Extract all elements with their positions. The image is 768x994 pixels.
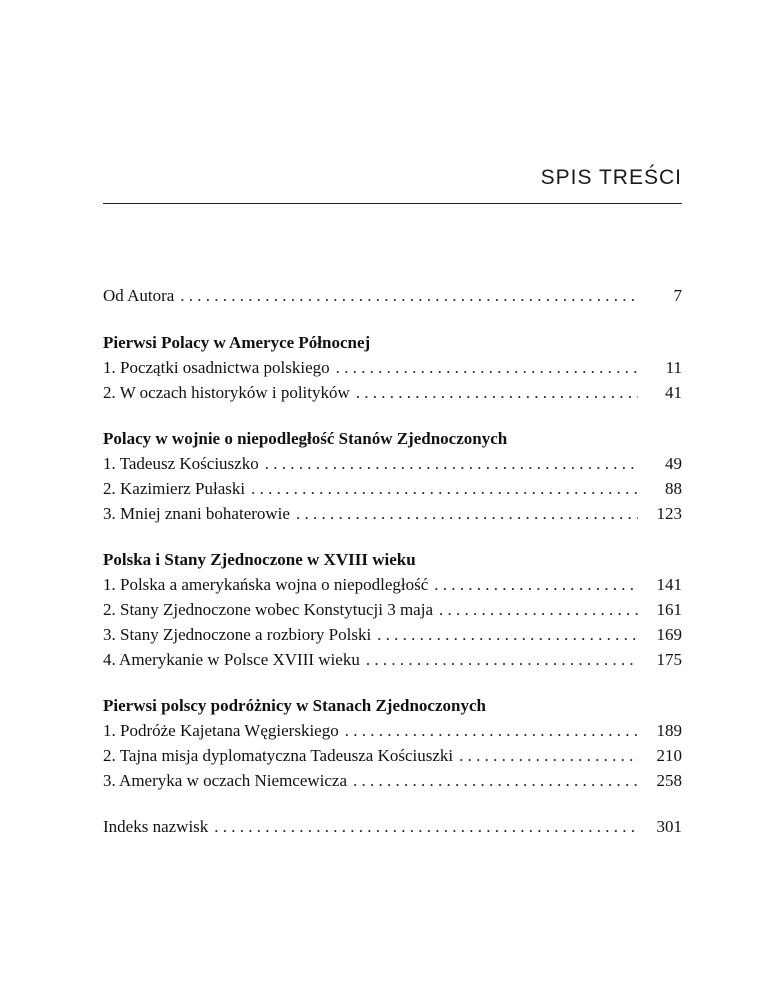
toc-entry[interactable]	[103, 743, 682, 768]
toc-page-number: 258	[656, 771, 682, 790]
title-divider	[103, 203, 682, 204]
dot-leader	[214, 814, 638, 839]
dot-leader	[265, 451, 638, 476]
dot-leader	[345, 718, 638, 743]
toc-page-number: 175	[656, 650, 682, 669]
toc-entry-label: 4. Amerykanie w Polsce XVIII wieku	[103, 650, 360, 669]
toc-entry[interactable]	[103, 718, 682, 743]
toc-page-number: 7	[673, 286, 682, 305]
toc-entry-label: 1. Podróże Kajetana Węgierskiego	[103, 721, 339, 740]
toc-page-number: 41	[665, 383, 682, 402]
toc-entry-label: 1. Polska a amerykańska wojna o niepodległość	[103, 575, 429, 594]
toc-entry-label: Indeks nazwisk	[103, 817, 209, 836]
toc-entry-label: 3. Stany Zjednoczone a rozbiory Polski	[103, 625, 372, 644]
toc-entry[interactable]	[103, 451, 682, 476]
toc-entry-label: 2. Kazimierz Pułaski	[103, 479, 246, 498]
toc-page-number: 189	[656, 721, 682, 740]
section-heading: Pierwsi Polacy w Ameryce Północnej	[103, 333, 371, 352]
toc-page-number: 301	[656, 817, 682, 836]
page-title: SPIS TREŚCI	[540, 166, 682, 189]
toc-entry-index[interactable]	[103, 814, 682, 839]
toc-entry[interactable]	[103, 597, 682, 622]
dot-leader	[356, 380, 638, 405]
toc-page-number: 169	[656, 625, 682, 644]
toc-entry[interactable]	[103, 572, 682, 597]
dot-leader	[251, 476, 638, 501]
dot-leader	[296, 501, 638, 526]
section-heading: Polacy w wojnie o niepodległość Stanów Zjednoczonych	[103, 429, 508, 448]
toc-entry-label: 1. Tadeusz Kościuszko	[103, 454, 259, 473]
toc-entry-label: 2. Stany Zjednoczone wobec Konstytucji 3 maja	[103, 600, 433, 619]
dot-leader	[353, 768, 638, 793]
toc-entry-label: 3. Ameryka w oczach Niemcewicza	[103, 771, 348, 790]
toc-entry[interactable]	[103, 501, 682, 526]
section-heading: Pierwsi polscy podróżnicy w Stanach Zjednoczonych	[103, 696, 486, 715]
toc-entry-label: 1. Początki osadnictwa polskiego	[103, 358, 330, 377]
toc-entry[interactable]	[103, 476, 682, 501]
toc-entry-intro[interactable]	[103, 283, 682, 308]
section-heading: Polska i Stany Zjednoczone w XVIII wieku	[103, 550, 416, 569]
toc-page-number: 161	[656, 600, 682, 619]
toc-entry[interactable]	[103, 355, 682, 380]
dot-leader	[180, 283, 638, 308]
toc-entry-label: 3. Mniej znani bohaterowie	[103, 504, 290, 523]
dot-leader	[377, 622, 638, 647]
toc-entry[interactable]	[103, 622, 682, 647]
toc-page-number: 49	[665, 454, 682, 473]
toc-page-number: 123	[656, 504, 682, 523]
toc-entry-label: 2. Tajna misja dyplomatyczna Tadeusza Kościuszki	[103, 746, 454, 765]
dot-leader	[366, 647, 638, 672]
toc-page-number: 141	[656, 575, 682, 594]
table-of-contents	[103, 283, 682, 839]
dot-leader	[336, 355, 638, 380]
toc-entry-label: Od Autora	[103, 286, 175, 305]
toc-page-number: 11	[665, 358, 682, 377]
dot-leader	[434, 572, 638, 597]
toc-entry-label: 2. W oczach historyków i polityków	[103, 383, 350, 402]
toc-page-number: 210	[656, 746, 682, 765]
toc-page-number: 88	[665, 479, 682, 498]
toc-entry[interactable]	[103, 380, 682, 405]
toc-entry[interactable]	[103, 647, 682, 672]
dot-leader	[439, 597, 638, 622]
dot-leader	[459, 743, 638, 768]
toc-entry[interactable]	[103, 768, 682, 793]
